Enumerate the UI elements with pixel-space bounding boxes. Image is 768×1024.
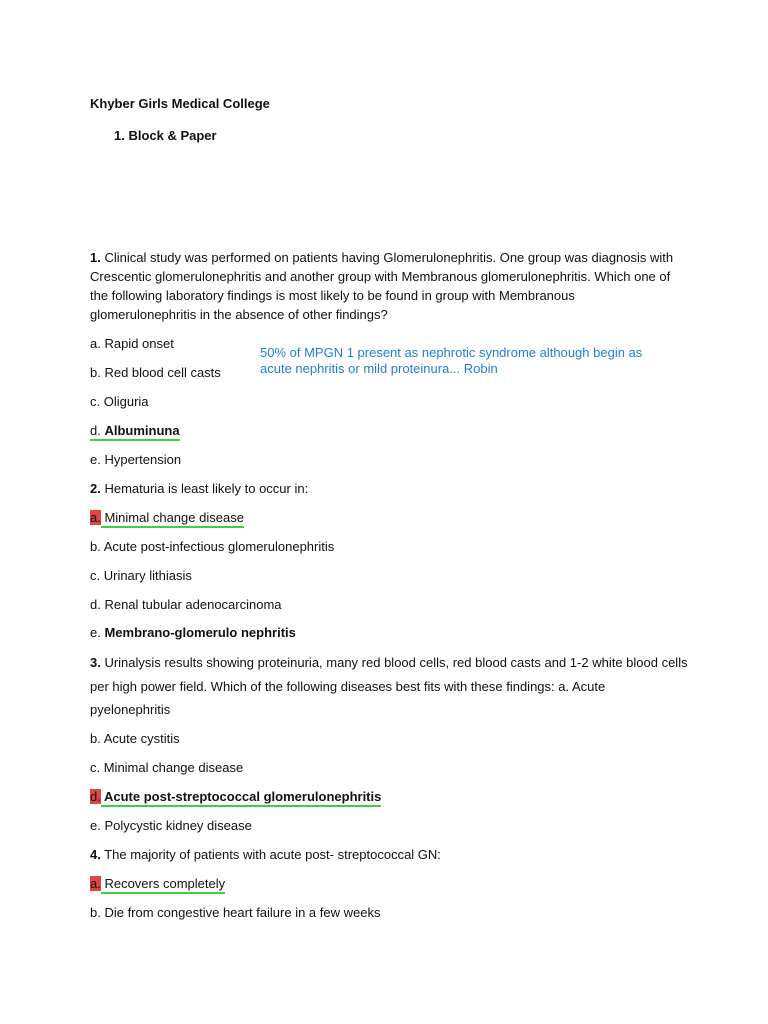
q1-option-a: a. Rapid onset	[90, 336, 174, 351]
q1-stem-line-1	[90, 248, 673, 267]
q3-stem-line-2: per high power field. Which of the following diseases best fits with these findings: a. Acute	[90, 679, 606, 694]
q3-option-d	[90, 787, 381, 806]
q2-stem	[90, 479, 308, 498]
annotation-line-2: acute nephritis or mild proteinura... Robin	[260, 361, 498, 376]
q1-stem-line-2: Crescentic glomerulonephritis and another group with Membranous glomerulonephritis. Which one of	[90, 269, 671, 284]
q1-number: 1.	[90, 250, 101, 265]
q2-stem-text: Hematuria is least likely to occur in:	[100, 481, 309, 496]
q2-option-b: b. Acute post-infectious glomerulonephritis	[90, 539, 335, 554]
q3-stem-line-1	[90, 653, 688, 672]
q4-stem	[90, 845, 441, 864]
q2-option-e	[90, 623, 296, 642]
q3-stem-text: Urinalysis results showing proteinuria, many red blood cells, red blood casts and 1-2 white blood cells	[100, 655, 688, 670]
q1-option-e: e. Hypertension	[90, 452, 182, 467]
q1-stem-line-4: glomerulonephritis in the absence of other findings?	[90, 307, 388, 322]
q1-stem-line-3: the following laboratory findings is most likely to be found in group with Membranous	[90, 288, 575, 303]
block-heading: 1. Block & Paper	[114, 128, 217, 143]
blue-annotation	[260, 345, 642, 377]
q3-answer-text: Acute post-streptococcal glomerulonephritis	[101, 789, 382, 807]
q2-option-c: c. Urinary lithiasis	[90, 568, 192, 583]
college-title: Khyber Girls Medical College	[90, 96, 270, 111]
q4-answer-text: Recovers completely	[101, 876, 225, 894]
q4-stem-text: The majority of patients with acute post- streptococcal GN:	[100, 847, 441, 862]
q1-option-d-prefix: d.	[90, 423, 105, 438]
q1-stem-text: Clinical study was performed on patients having Glomerulonephritis. One group was diagnosis with	[100, 250, 674, 265]
q4-option-b: b. Die from congestive heart failure in a few weeks	[90, 905, 381, 920]
q4-answer-mark: a.	[90, 876, 101, 891]
q2-option-e-prefix: e.	[90, 625, 105, 640]
q1-option-b: b. Red blood cell casts	[90, 365, 221, 380]
q4-number: 4.	[90, 847, 101, 862]
q2-option-d: d. Renal tubular adenocarcinoma	[90, 597, 282, 612]
q2-option-a	[90, 508, 244, 527]
q3-option-e: e. Polycystic kidney disease	[90, 818, 252, 833]
q3-number: 3.	[90, 655, 101, 670]
q2-option-e-text: Membrano-glomerulo nephritis	[104, 625, 296, 640]
q3-option-b: b. Acute cystitis	[90, 731, 180, 746]
q2-answer-mark: a.	[90, 510, 101, 525]
q1-answer-text: Albuminuna	[104, 423, 180, 438]
q2-number: 2.	[90, 481, 101, 496]
q2-answer-text: Minimal change disease	[101, 510, 244, 528]
q3-stem-line-3: pyelonephritis	[90, 702, 171, 717]
q4-option-a	[90, 874, 225, 893]
annotation-line-1: 50% of MPGN 1 present as nephrotic syndrome although begin as	[260, 345, 643, 360]
q1-option-d	[90, 421, 180, 440]
q3-option-c: c. Minimal change disease	[90, 760, 244, 775]
q1-option-c: c. Oliguria	[90, 394, 149, 409]
q3-answer-mark: d.	[90, 789, 101, 804]
